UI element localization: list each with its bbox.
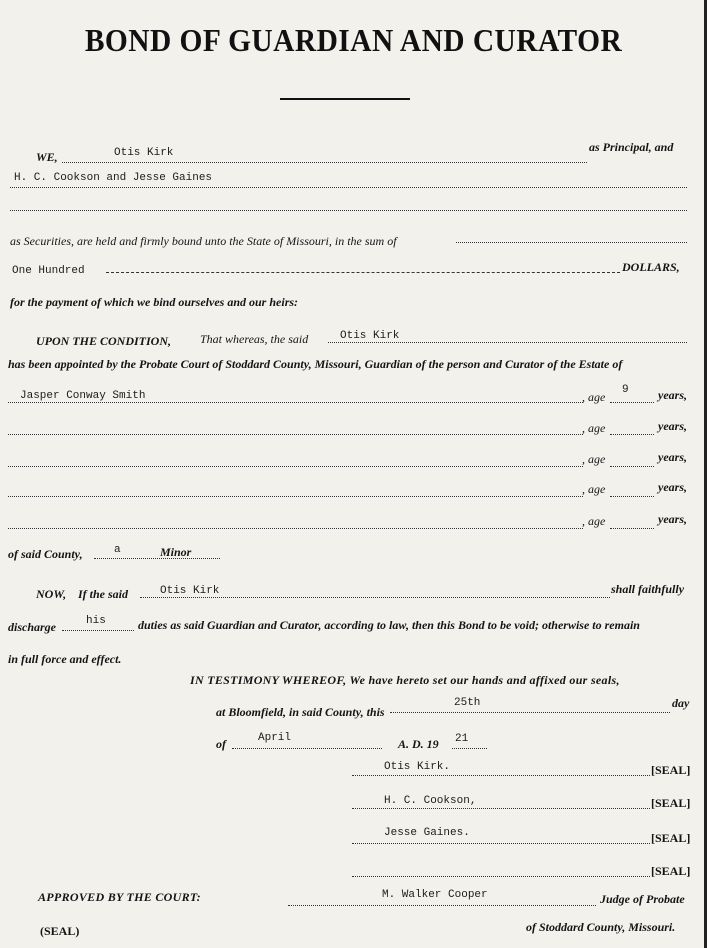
judge-name: M. Walker Cooper bbox=[382, 889, 488, 901]
day-line bbox=[390, 712, 670, 713]
judge-line bbox=[288, 905, 596, 906]
judge-label: Judge of Probate bbox=[600, 892, 685, 906]
dollars-label: DOLLARS, bbox=[622, 260, 680, 274]
testimony-text: IN TESTIMONY WHEREOF, We have hereto set our hands and affixed our seals, bbox=[190, 673, 620, 687]
signature-name: H. C. Cookson, bbox=[384, 795, 477, 807]
county-court: of Stoddard County, Missouri. bbox=[526, 920, 676, 934]
minor-name: Jasper Conway Smith bbox=[20, 390, 146, 402]
principal-line bbox=[62, 162, 587, 163]
seal-bottom: (SEAL) bbox=[40, 924, 80, 938]
seal-label: [SEAL] bbox=[651, 831, 691, 845]
of-label: of bbox=[216, 737, 226, 751]
condition-label: UPON THE CONDITION, bbox=[36, 334, 171, 348]
sum-words: One Hundred bbox=[12, 265, 85, 277]
day-label: day bbox=[672, 696, 690, 710]
bond-document: BOND OF GUARDIAN AND CURATOR WE, Otis Kirk as Principal, and H. C. Cookson and Jesse Gaines as Securities, are held and firmly bound unto the State of Missouri, in the sum of One Hundred DOLLARS, for the payment of which we bind ourselves and our heirs: UPON THE CONDITION, That whereas, the said Otis Kirk has been appointed by the Probate Court of Stoddard County, Missouri, Guardian of the person and Curator of the Estate of Jasper Conway Smith , age 9 years, , age years, , age years, , age years, , age years, of said County, a Minor NOW, If the said Otis Kirk shall faithfully discharge his duties as said Guardian and Curator, according to law, then this Bond to be void; otherwise to remain in full force and effect. IN TESTIMONY WHEREOF, We have hereto set our hands and affixed our seals, at Bloomfield, in said County, this 25th day of April A. D. 19 21 Otis Kirk. [SEAL] H. C. Cookson, [SEAL] Jesse Gaines. [SEAL] [SEAL] APPROVED BY THE COURT: M. Walker Cooper Judge of Probate of Stoddard County, Missouri. (SEAL) bbox=[0, 0, 707, 948]
sum-line bbox=[456, 242, 687, 243]
pronoun: his bbox=[86, 615, 106, 627]
condition-name: Otis Kirk bbox=[340, 330, 400, 342]
day-value: 25th bbox=[454, 697, 481, 709]
ad-text: A. D. 19 bbox=[398, 737, 439, 751]
now-name: Otis Kirk bbox=[160, 585, 220, 597]
faithfully-text: shall faithfully bbox=[611, 582, 685, 596]
signature-name: Jesse Gaines. bbox=[384, 827, 470, 839]
month-line bbox=[232, 748, 382, 749]
discharge-label: discharge bbox=[8, 620, 56, 634]
securities-line-2 bbox=[10, 210, 687, 211]
if-said-text: If the said bbox=[78, 587, 129, 601]
condition-line bbox=[328, 342, 687, 343]
duties-text: duties as said Guardian and Curator, according to law, then this Bond to be void; otherwise to remain bbox=[138, 618, 640, 632]
condition-text: That whereas, the said bbox=[200, 332, 309, 346]
as-principal-label: as Principal, and bbox=[589, 140, 674, 154]
minor-age: 9 bbox=[622, 384, 629, 396]
sum-dash-line bbox=[106, 272, 620, 273]
seal-label: [SEAL] bbox=[651, 796, 691, 810]
we-label: WE, bbox=[36, 150, 58, 164]
month: April bbox=[258, 732, 292, 744]
county-line bbox=[94, 558, 220, 559]
full-force-text: in full force and effect. bbox=[8, 652, 122, 666]
now-label: NOW, bbox=[36, 587, 67, 601]
bound-text: as Securities, are held and firmly bound unto the State of Missouri, in the sum of bbox=[10, 234, 397, 248]
document-title: BOND OF GUARDIAN AND CURATOR bbox=[84, 22, 623, 58]
pronoun-line bbox=[62, 630, 134, 631]
payment-text: for the payment of which we bind ourselves and our heirs: bbox=[10, 295, 299, 309]
now-line bbox=[140, 597, 610, 598]
county-label: of said County, bbox=[8, 547, 83, 561]
year: 21 bbox=[455, 733, 469, 745]
principal-name: Otis Kirk bbox=[114, 147, 174, 159]
title-underline bbox=[280, 98, 410, 100]
securities-line-1 bbox=[10, 187, 687, 188]
seal-label: [SEAL] bbox=[651, 864, 691, 878]
securities-names: H. C. Cookson and Jesse Gaines bbox=[14, 172, 213, 184]
appointed-text: has been appointed by the Probate Court of Stoddard County, Missouri, Guardian of the person and Curator of the Estate of bbox=[8, 357, 623, 371]
minor-label: Minor bbox=[160, 545, 192, 559]
seal-label: [SEAL] bbox=[651, 763, 691, 777]
county-count: a bbox=[114, 544, 121, 556]
bloomfield-text: at Bloomfield, in said County, this bbox=[216, 705, 385, 719]
signature-name: Otis Kirk. bbox=[384, 761, 451, 773]
approved-text: APPROVED BY THE COURT: bbox=[38, 890, 201, 904]
